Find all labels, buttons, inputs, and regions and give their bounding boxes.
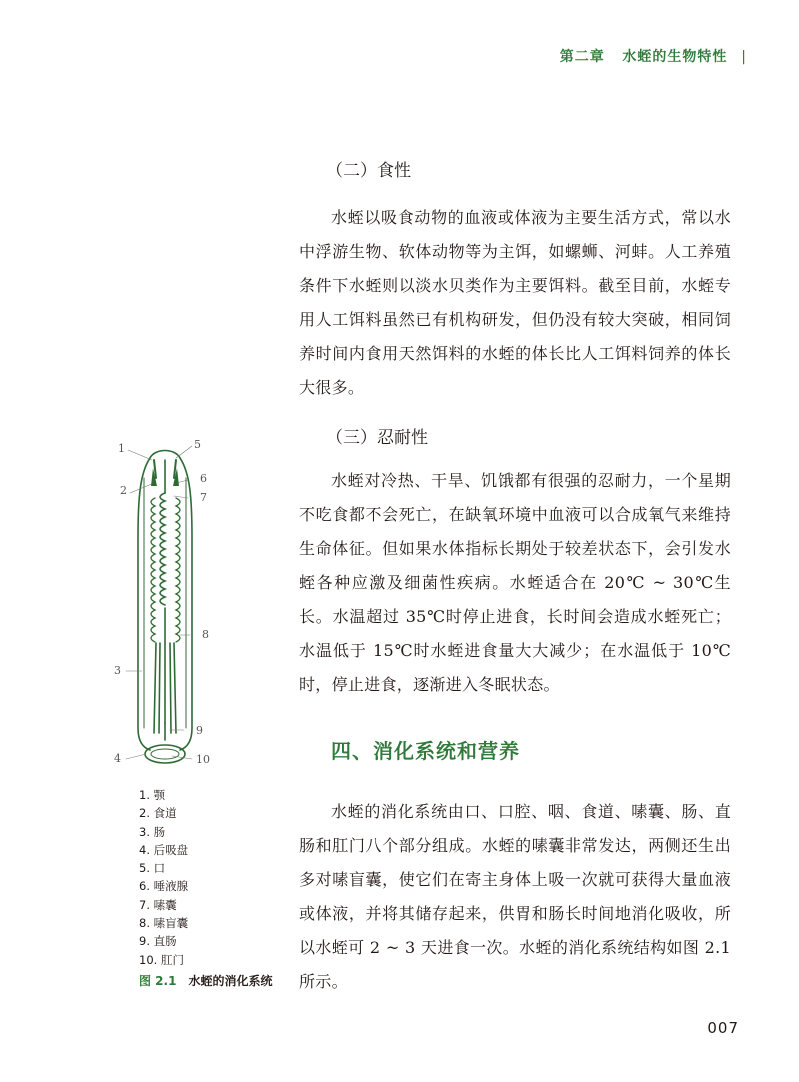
callout-3: 3 [114,664,121,677]
crop-caeca-left-outer [151,498,155,642]
callout-9: 9 [196,724,203,737]
legend-item: 3. 肠 [139,824,166,839]
legend-item: 1. 颚 [139,788,166,802]
legend-item: 2. 食道 [139,806,177,821]
figure-legend [139,786,188,969]
callout-6: 6 [200,472,207,485]
legend-item: 7. 嗉囊 [139,897,177,912]
digestion-paragraph: 水蛭的消化系统由口、口腔、咽、食道、嗉囊、肠、直肠和肛门八个部分组成。水蛭的嗉囊非常发达，两侧还生出多对嗉盲囊，使它们在寄主身体上吸一次就可获得大量血液或体液，并将其储存起来，供胃和肠长时间地消化吸收，所以水蛭可 2 ~ 3 天进食一次。水蛭的消化系统结构如图 2.1 所示。 [299,802,731,991]
figure-title: 水蛭的消化系统 [188,974,273,988]
feeding-paragraph: 水蛭以吸食动物的血液或体液为主要生活方式，常以水中浮游生物、软体动物等为主饵，如螺蛳、河蚌。人工养殖条件下水蛭则以淡水贝类作为主要饵料。截至目前，水蛭专用人工饵料虽然已有机构研发，但仍没有较大突破，相同饲养时间内食用天然饵料的水蛭的体长比人工饵料饲养的体长大很多。 [299,208,731,397]
figure-caption [139,972,272,989]
feeding-heading: （二）食性 [326,161,411,181]
legend-item: 9. 直肠 [139,934,177,949]
legend-item: 5. 口 [139,861,166,876]
leech-digestive-diagram [110,438,220,778]
tolerance-heading: （三）忍耐性 [326,428,428,448]
chapter-label: 第二章 [559,49,605,65]
callout-7: 7 [200,491,207,504]
callout-8: 8 [202,628,209,641]
callout-2: 2 [120,484,127,497]
head-outline [150,451,180,459]
crop-caeca-left [160,493,165,605]
chapter-title: 水蛭的生物特性 [622,49,728,65]
tolerance-paragraph: 水蛭对冷热、干旱、饥饿都有很强的忍耐力，一个星期不吃食都不会死亡，在缺氧环境中血液可以合成氧气来维持生命体征。但如果水体指标长期处于较差状态下，会引发水蛭各种应激及细菌性疾病。水蛭适合在 20℃ ~ 30℃生长。水温超过 35℃时停止进食，长时间会造成水蛭死亡；水温低于 15℃时水蛭进食量大大减少；在水温低于 10℃时，停止进食，逐渐进入冬眠状态。 [299,471,731,694]
page-number: 007 [707,1019,739,1037]
figure-number: 图 2.1 [139,974,177,988]
posterior-sucker-inner [151,749,179,759]
callout-4: 4 [114,752,121,765]
posterior-caeca-right [170,643,176,733]
digestion-heading: 四、消化系统和营养 [331,739,520,763]
header-separator: | [741,49,747,65]
legend-item: 4. 后吸盘 [139,842,189,857]
callout-10: 10 [196,753,210,766]
callout-5: 5 [194,438,201,451]
legend-item: 6. 唾液腺 [139,879,189,894]
legend-item: 10. 肛门 [139,952,184,967]
legend-item: 8. 嗉盲囊 [139,916,189,931]
running-head [560,46,747,66]
posterior-caeca-left [154,643,160,733]
callout-1: 1 [118,442,125,455]
crop-caeca-right-outer [176,498,180,642]
